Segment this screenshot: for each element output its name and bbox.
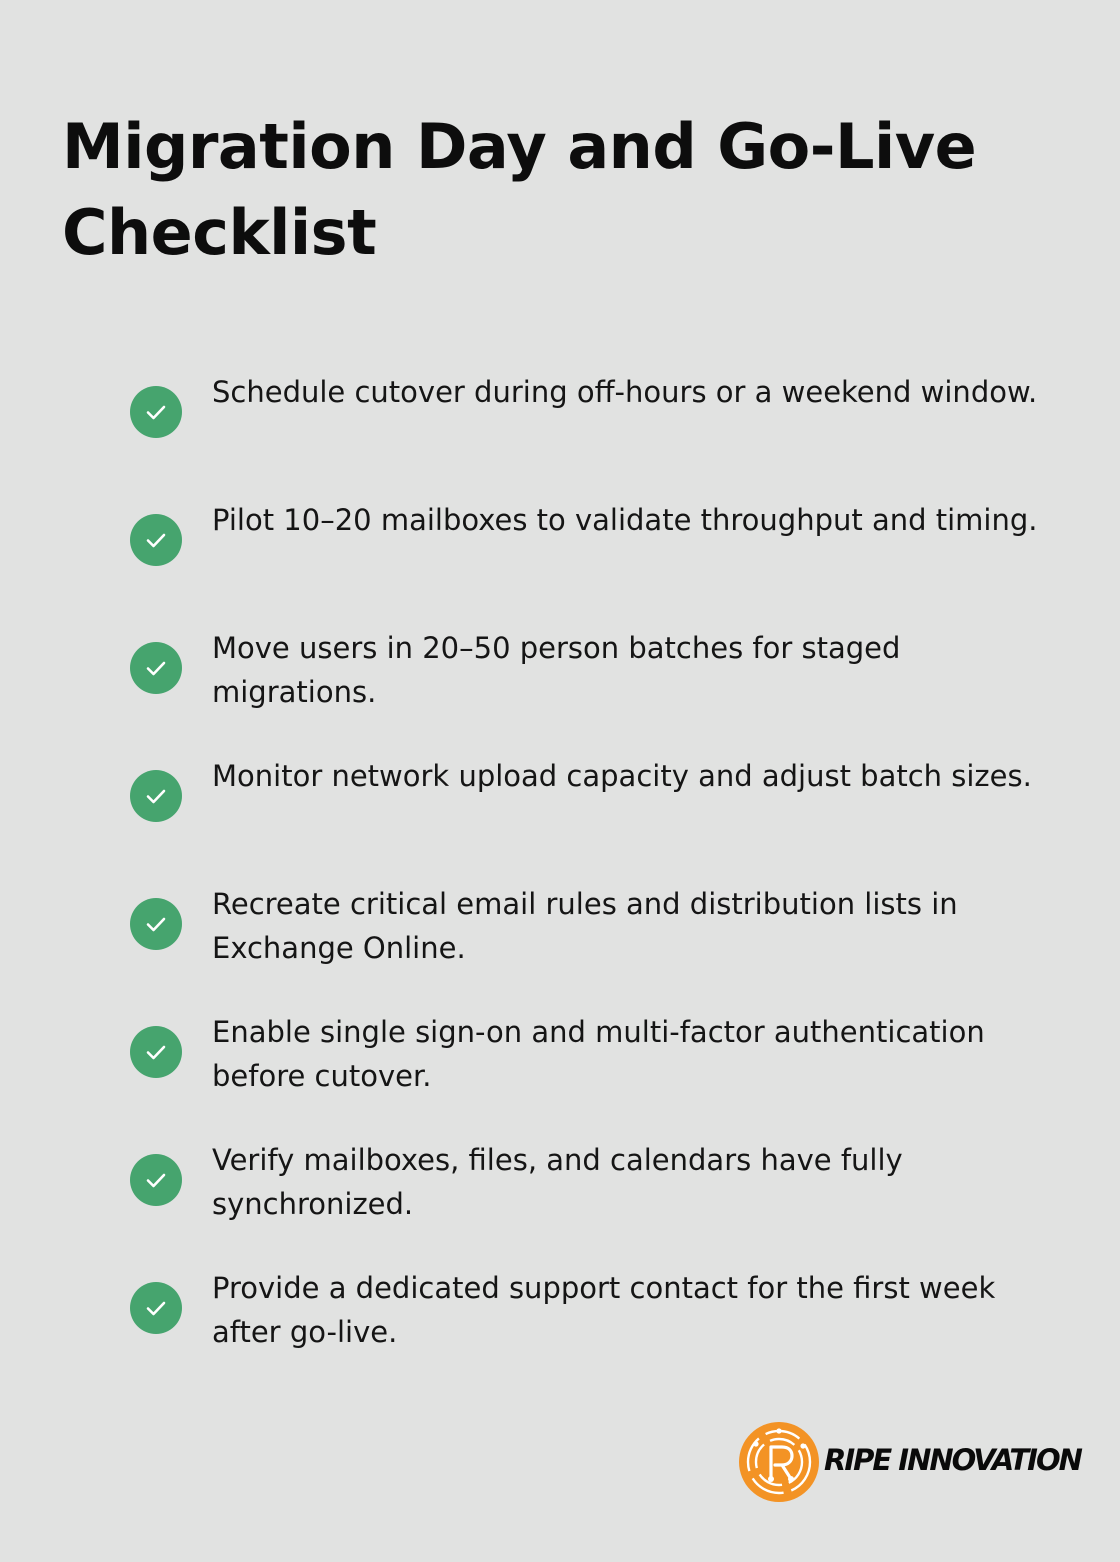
checklist-item (0, 754, 1120, 854)
checklist-item-text: Monitor network upload capacity and adjust batch sizes. (212, 759, 1032, 793)
check-circle-icon (130, 514, 182, 566)
checklist-item (0, 1138, 1120, 1238)
check-circle-icon (130, 642, 182, 694)
check-circle-icon (130, 1282, 182, 1334)
check-circle-icon (130, 898, 182, 950)
check-circle-icon (130, 770, 182, 822)
check-circle-icon (130, 1154, 182, 1206)
checklist-item (0, 626, 1120, 726)
brand-name: RIPE INNOVATION (824, 1443, 1081, 1477)
checklist-item-text: Schedule cutover during off-hours or a weekend window. (212, 375, 1038, 409)
brand-logo (738, 1421, 1081, 1505)
checklist-item (0, 498, 1120, 598)
checklist-item-text: Verify mailboxes, files, and calendars have fully synchronized. (212, 1143, 903, 1221)
checklist-item (0, 1266, 1120, 1366)
checklist-item (0, 1010, 1120, 1110)
checklist-item-text: Provide a dedicated support contact for the first week after go-live. (212, 1271, 996, 1349)
page-title: Migration Day and Go-Live Checklist (62, 110, 977, 269)
ripe-innovation-logo-icon (738, 1421, 820, 1503)
checklist-item-text: Enable single sign-on and multi-factor authentication before cutover. (212, 1015, 985, 1093)
checklist-item (0, 370, 1120, 470)
checklist-item (0, 882, 1120, 982)
checklist-item-text: Move users in 20–50 person batches for staged migrations. (212, 631, 901, 709)
check-circle-icon (130, 1026, 182, 1078)
checklist-item-text: Pilot 10–20 mailboxes to validate throughput and timing. (212, 503, 1038, 537)
check-circle-icon (130, 386, 182, 438)
checklist-item-text: Recreate critical email rules and distribution lists in Exchange Online. (212, 887, 958, 965)
